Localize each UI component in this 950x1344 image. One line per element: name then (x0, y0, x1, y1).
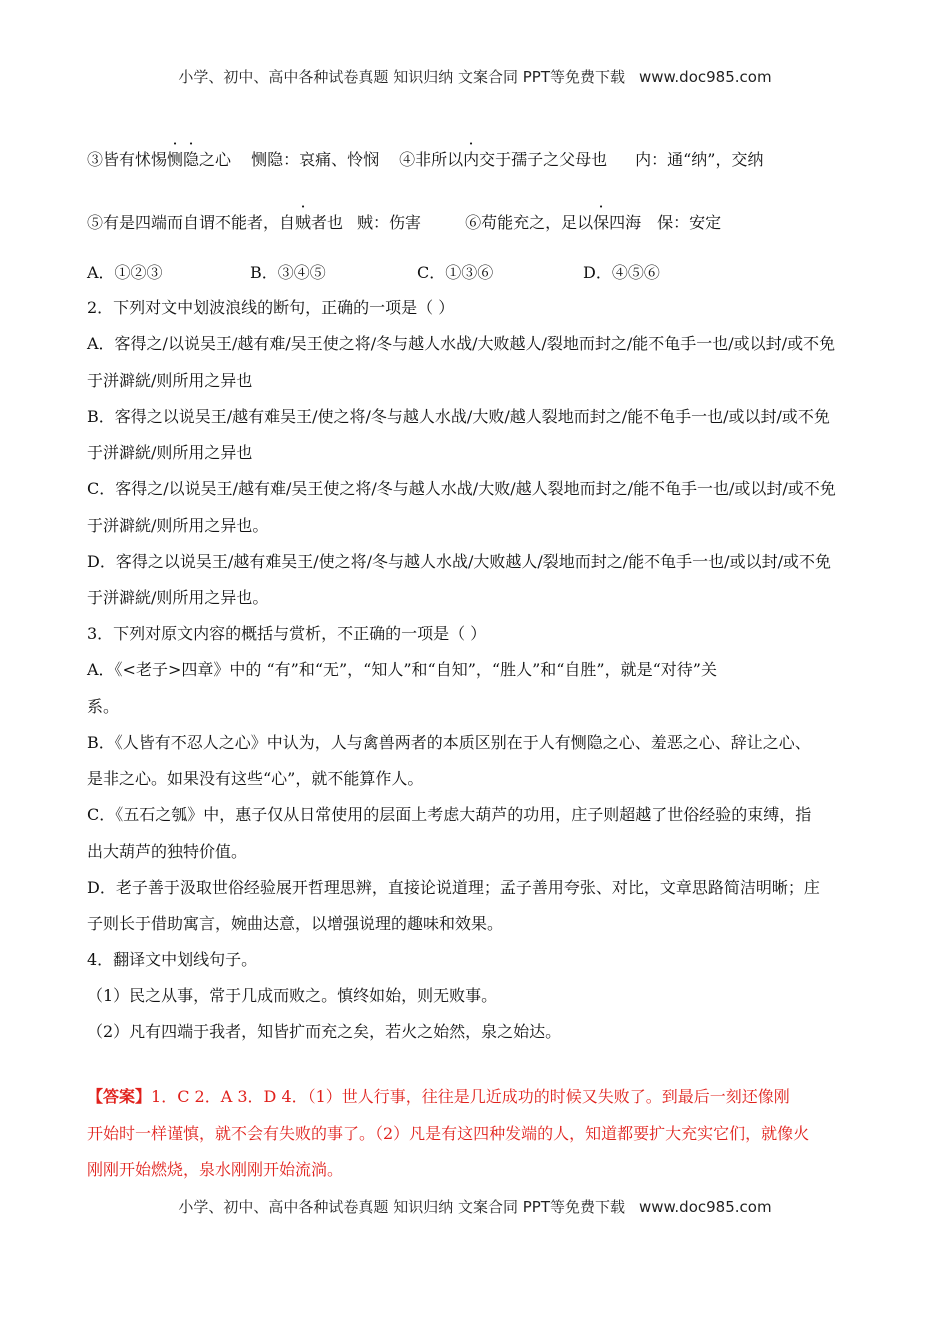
q3-option-d-cont: 子则长于借助寓言，婉曲达意，以增强说理的趣味和效果。 (87, 914, 504, 933)
item3-text: ③皆有怵惕 (87, 150, 168, 169)
item5-text-end: 者也 (311, 213, 344, 232)
answer-tag: 【答案】 (87, 1087, 152, 1106)
q3-option-c-cont: 出大葫芦的独特价值。 (87, 842, 248, 861)
item3-dotted-char: 恻 (167, 150, 184, 169)
q1-option-c[interactable]: C．①③⑥ (417, 263, 494, 282)
q3-option-c[interactable]: C．《五石之瓠》中，惠子仅从日常使用的层面上考虑大葫芦的功用，庄子则超越了世俗经验的束缚，指 (87, 805, 812, 824)
q1-option-a[interactable]: A．①②③ (87, 263, 163, 282)
item3-gloss: 恻隐：哀痛、怜悯 (251, 150, 380, 169)
item4-dotted-char: 内 (463, 150, 480, 169)
q2-option-a[interactable]: A．客得之/以说吴王/越有难/吴王使之将/冬与越人水战/大败越人/裂地而封之/能不龟手一也/或以封/或不免 (87, 334, 836, 353)
answer-text-1: 1．C 2．A 3．D 4．（1）世人行事，往往是几近成功的时候又失败了。到最后一刻还像刚 (151, 1087, 790, 1106)
item5-dotted-char: 贼 (295, 213, 312, 232)
item6-dotted-char: 保 (593, 213, 610, 232)
q2-option-b[interactable]: B．客得之以说吴王/越有难吴王/使之将/冬与越人水战/大败/越人裂地而封之/能不龟手一也/或以封/或不免 (87, 407, 830, 426)
q3-option-a[interactable]: A．《<老子>四章》中的 “有”和“无”，“知人”和“自知”，“胜人”和“自胜”，就是“对待”关 (87, 660, 717, 679)
q2-option-c[interactable]: C．客得之/以说吴王/越有难/吴王使之将/冬与越人水战/大败/越人裂地而封之/能不龟手一也/或以封/或不免 (87, 479, 836, 498)
item4-text: ④非所以 (399, 150, 464, 169)
items-row-1 (87, 150, 764, 170)
item5-text: ⑤有是四端而自谓不能者，自 (87, 213, 296, 232)
page-footer (0, 1196, 950, 1217)
item6-text-end: 四海 (609, 213, 642, 232)
item3-text-end: 之心 (199, 150, 232, 169)
q1-option-b[interactable]: B．③④⑤ (250, 263, 326, 282)
item6-text: ⑥苟能充之，足以 (465, 213, 594, 232)
q3-option-b[interactable]: B．《人皆有不忍人之心》中认为，人与禽兽两者的本质区别在于人有恻隐之心、羞恶之心、辞让之心、 (87, 733, 811, 752)
item5-gloss: 贼：伤害 (357, 213, 422, 232)
q4-stem: 4．翻译文中划线句子。 (87, 950, 258, 969)
q4-sentence-2: （2）凡有四端于我者，知皆扩而充之矣，若火之始然，泉之始达。 (87, 1022, 562, 1041)
q2-option-a-cont: 于洴澼絖/则所用之异也 (87, 371, 253, 390)
header-text: 小学、初中、高中各种试卷真题 知识归纳 文案合同 PPT等免费下载 (178, 68, 625, 86)
header-url[interactable]: www.doc985.com (638, 68, 772, 86)
q3-option-b-cont: 是非之心。如果没有这些“心”，就不能算作人。 (87, 769, 424, 788)
answer-line-2: 开始时一样谨慎，就不会有失败的事了。（2）凡是有这四种发端的人，知道都要扩大充实它们，就像火 (87, 1124, 810, 1143)
item6-gloss: 保：安定 (657, 213, 722, 232)
answer-line-1 (87, 1087, 790, 1107)
q2-option-c-cont: 于洴澼絖/则所用之异也。 (87, 516, 269, 535)
footer-url[interactable]: www.doc985.com (638, 1198, 772, 1216)
item4-gloss: 内：通“纳”，交纳 (635, 150, 764, 169)
q3-option-d[interactable]: D．老子善于汲取世俗经验展开哲理思辨，直接论说道理；孟子善用夸张、对比，文章思路简洁明晰；庄 (87, 878, 820, 897)
q3-option-a-cont: 系。 (87, 697, 120, 716)
footer-text: 小学、初中、高中各种试卷真题 知识归纳 文案合同 PPT等免费下载 (178, 1198, 625, 1216)
page-header (0, 66, 950, 87)
q2-option-d-cont: 于洴澼絖/则所用之异也。 (87, 588, 269, 607)
item3-dotted-char: 隐 (183, 150, 200, 169)
q2-stem: 2．下列对文中划波浪线的断句，正确的一项是（ ） (87, 298, 455, 317)
answer-line-3: 刚刚开始燃烧，泉水刚刚开始流淌。 (87, 1160, 344, 1179)
items-row-2 (87, 213, 721, 233)
q4-sentence-1: （1）民之从事，常于几成而败之。慎终如始，则无败事。 (87, 986, 498, 1005)
q3-stem: 3．下列对原文内容的概括与赏析，不正确的一项是（ ） (87, 624, 487, 643)
q1-option-d[interactable]: D．④⑤⑥ (583, 263, 660, 282)
item4-text-end: 交于孺子之父母也 (479, 150, 608, 169)
q2-option-b-cont: 于洴澼絖/则所用之异也 (87, 443, 253, 462)
q2-option-d[interactable]: D．客得之以说吴王/越有难吴王/使之将/冬与越人水战/大败越人/裂地而封之/能不龟手一也/或以封/或不免 (87, 552, 831, 571)
